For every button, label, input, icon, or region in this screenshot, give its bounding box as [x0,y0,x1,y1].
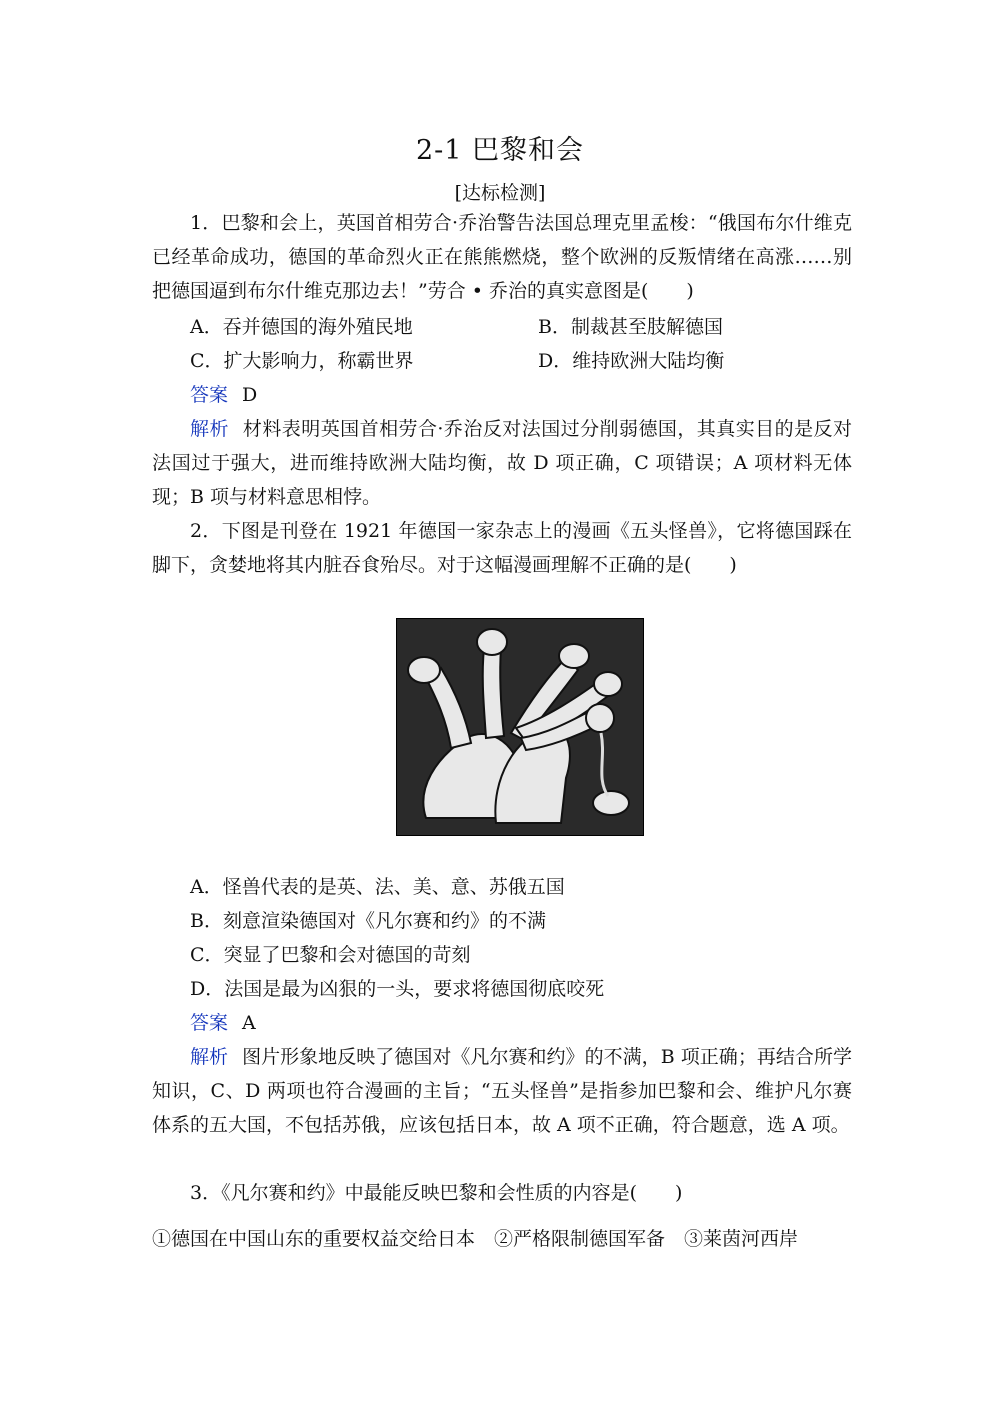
q2-answer-label: 答案 [190,1012,229,1034]
q1-answer-value: D [242,384,258,406]
q2-analysis-label: 解析 [190,1046,229,1068]
q2-option-b: B．刻意渲染德国对《凡尔赛和约》的不满 [190,910,546,932]
q1-option-b: B．制裁甚至肢解德国 [538,316,723,338]
question-2-stem: 2．下图是刊登在 1921 年德国一家杂志上的漫画《五头怪兽》，它将德国踩在脚下，贪婪地将其内脏吞食殆尽。对于这幅漫画理解不正确的是( ) [152,520,852,576]
question-1-stem: 1．巴黎和会上，英国首相劳合·乔治警告法国总理克里孟梭：“俄国布尔什维克已经革命成功，德国的革命烈火正在熊熊燃烧，整个欧洲的反叛情绪在高涨……别把德国逼到布尔什维克那边去！”劳合 • 乔治的真实意图是( ) [152,212,852,302]
monster-head-2 [477,629,507,655]
monster-head-4 [594,672,622,696]
q1-analysis [152,412,852,514]
q1-analysis-text: 材料表明英国首相劳合·乔治反对法国过分削弱德国，其真实目的是反对法国过于强大，进而维持欧洲大陆均衡，故 D 项正确，C 项错误；A 项材料无体现；B 项与材料意思相悖。 [152,418,852,508]
q2-analysis [152,1040,852,1142]
q2-option-c: C．突显了巴黎和会对德国的苛刻 [190,944,471,966]
q1-answer [190,380,257,407]
question-3-stem: 3．《凡尔赛和约》中最能反映巴黎和会性质的内容是( ) [190,1182,683,1204]
monster-head-1 [408,657,440,683]
q1-analysis-label: 解析 [190,418,229,440]
q1-option-a: A．吞并德国的海外殖民地 [190,316,413,338]
q3-items: ①德国在中国山东的重要权益交给日本 ②严格限制德国军备 ③莱茵河西岸 [152,1228,799,1250]
section-subtitle: [达标检测] [454,182,546,204]
q2-answer [190,1008,256,1035]
q1-option-c: C．扩大影响力，称霸世界 [190,350,414,372]
q1-answer-label: 答案 [190,384,229,406]
monster-neck-2 [483,648,504,738]
q1-option-d: D．维持欧洲大陆均衡 [538,350,725,372]
q2-analysis-text: 图片形象地反映了德国对《凡尔赛和约》的不满，B 项正确；再结合所学知识，C、D 两项也符合漫画的主旨；“五头怪兽”是指参加巴黎和会、维护凡尔赛体系的五大国，不包括苏俄，应该包括日本，故 A 项不正确，符合题意，选 A 项。 [152,1046,852,1136]
q2-option-a: A．怪兽代表的是英、法、美、意、苏俄五国 [190,876,565,898]
q2-answer-value: A [242,1012,256,1034]
monster-head-5 [586,704,614,732]
q2-option-d: D．法国是最为凶狠的一头，要求将德国彻底咬死 [190,978,605,1000]
germany-figure [593,791,629,815]
five-headed-monster-cartoon [396,618,644,836]
page-title: 2-1 巴黎和会 [415,135,585,166]
monster-head-3 [559,644,589,668]
